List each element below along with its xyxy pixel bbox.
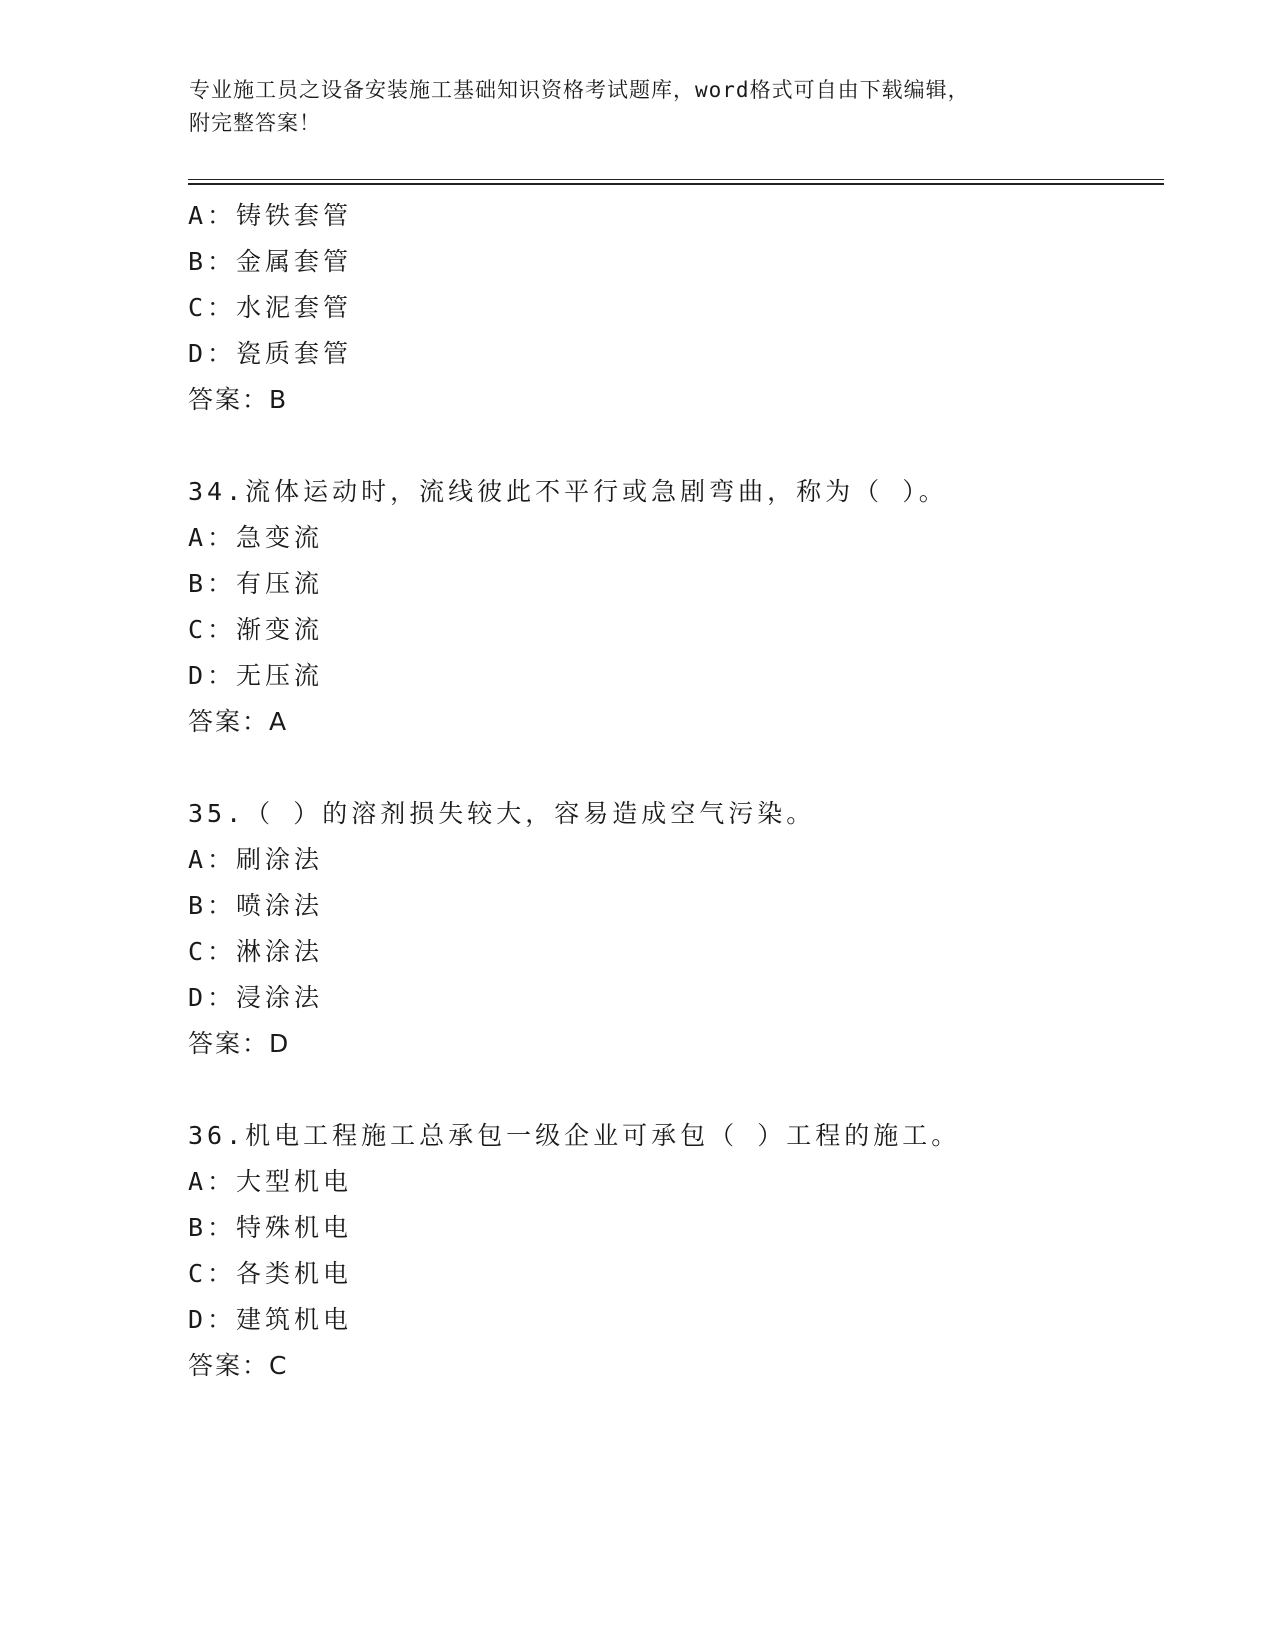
question-34 [188,469,1168,745]
question-35 [188,791,1168,1067]
option-b: B：有压流 [188,569,324,598]
document-header [189,74,1089,140]
option-c: C：淋涂法 [188,937,324,966]
option-a: A：铸铁套管 [188,201,353,230]
question-stem: 36.机电工程施工总承包一级企业可承包（ ）工程的施工。 [188,1121,961,1150]
option-a: A：大型机电 [188,1167,353,1196]
spacer [188,423,1168,469]
question-36 [188,1113,1168,1389]
option-c: C：渐变流 [188,615,324,644]
header-line-2: 附完整答案！ [189,111,321,135]
option-c: C：水泥套管 [188,293,353,322]
answer-line: 答案：B [188,385,289,414]
question-stem: 35.（ ）的溶剂损失较大，容易造成空气污染。 [188,799,816,828]
option-a: A：急变流 [188,523,324,552]
question-stem: 34.流体运动时，流线彼此不平行或急剧弯曲，称为（ ）。 [188,477,948,506]
option-c: C：各类机电 [188,1259,353,1288]
answer-line: 答案：C [188,1351,289,1380]
question-33 [188,193,1168,423]
option-b: B：喷涂法 [188,891,324,920]
spacer [188,745,1168,791]
option-d: D：浸涂法 [188,983,324,1012]
option-b: B：金属套管 [188,247,353,276]
answer-line: 答案：A [188,707,289,736]
option-d: D：瓷质套管 [188,339,353,368]
answer-line: 答案：D [188,1029,291,1058]
option-b: B：特殊机电 [188,1213,353,1242]
question-list [188,193,1168,1389]
spacer [188,1067,1168,1113]
option-a: A：刷涂法 [188,845,324,874]
header-divider-thin [188,179,1164,180]
option-d: D：无压流 [188,661,324,690]
option-d: D：建筑机电 [188,1305,353,1334]
header-line-1: 专业施工员之设备安装施工基础知识资格考试题库，word格式可自由下载编辑， [189,78,970,102]
header-divider-thick [188,183,1164,185]
